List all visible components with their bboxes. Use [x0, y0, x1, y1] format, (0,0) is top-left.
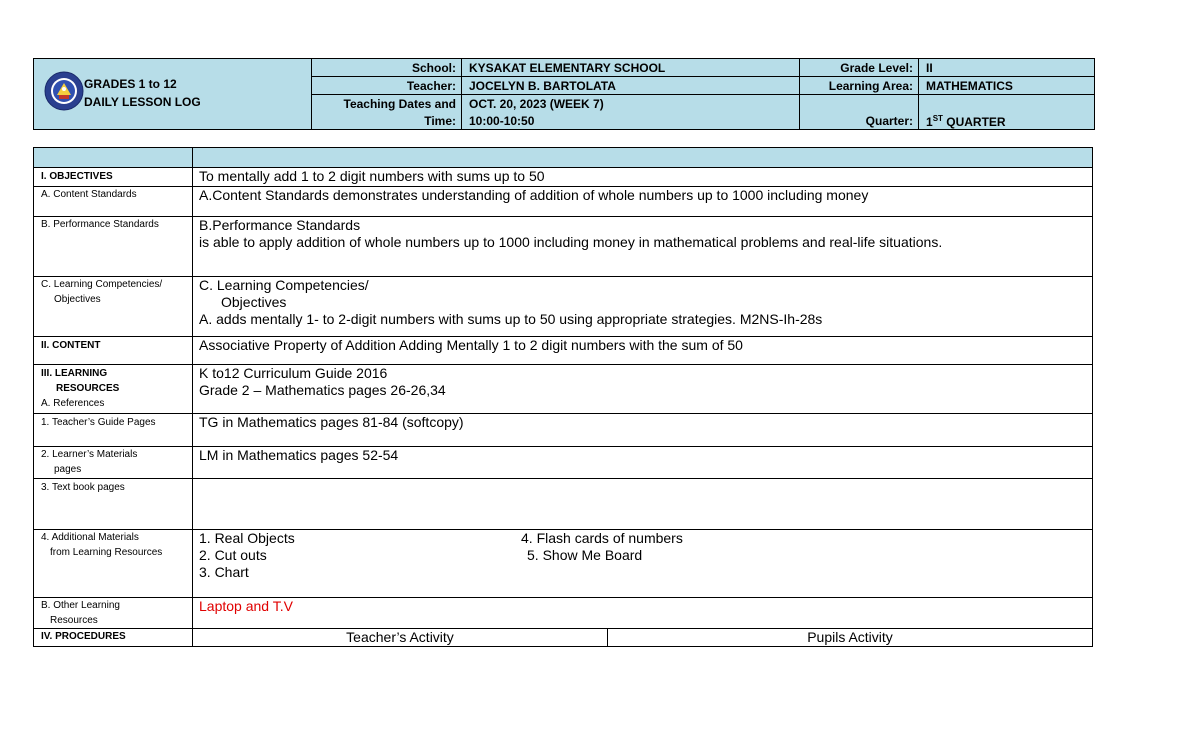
performance-standards-label: B. Performance Standards: [41, 219, 159, 230]
school-value: KYSAKAT ELEMENTARY SCHOOL: [469, 61, 666, 75]
header-title-block: [33, 58, 312, 130]
learners-materials-label-line2: pages: [54, 464, 82, 475]
deped-seal-logo: [44, 71, 84, 111]
content-label: II. CONTENT: [41, 340, 101, 351]
procedures-label: IV. PROCEDURES: [41, 631, 126, 642]
resources-label-line2: RESOURCES: [56, 383, 120, 394]
grade-label: Grade Level:: [840, 61, 913, 75]
resources-label-cell: [33, 365, 193, 414]
content-standards-text: A.Content Standards demonstrates understanding of addition of whole numbers up to 1000 including money: [199, 187, 869, 203]
teachers-guide-label: 1. Teacher’s Guide Pages: [41, 417, 156, 428]
pupils-activity-label: Pupils Activity: [807, 629, 893, 645]
objectives-text-cell: [193, 168, 1093, 187]
competencies-line3: A. adds mentally 1- to 2-digit numbers with sums up to 50 using appropriate strategies. M2NS-Ih-28s: [199, 311, 823, 327]
area-value-cell: [918, 76, 1095, 95]
pupils-activity-header: [608, 629, 1093, 647]
dates-value-cell: [461, 94, 800, 130]
learners-materials-text: LM in Mathematics pages 52-54: [199, 447, 399, 463]
list-item: 2. Cut outs: [199, 547, 267, 563]
additional-materials-label-line2: from Learning Resources: [50, 547, 163, 558]
content-standards-label: A. Content Standards: [41, 189, 137, 200]
teacher-label: Teacher:: [406, 79, 456, 93]
resources-line1: K to12 Curriculum Guide 2016: [199, 365, 388, 381]
quarter-superscript: ST: [932, 114, 943, 123]
list-item: 5. Show Me Board: [527, 547, 643, 563]
grade-value-cell: [918, 58, 1095, 77]
teachers-guide-text-cell: [193, 414, 1093, 447]
learners-materials-text-cell: [193, 447, 1093, 479]
list-item: 3. Chart: [199, 564, 249, 580]
resources-text-cell: [193, 365, 1093, 414]
performance-standards-text-cell: [193, 217, 1093, 277]
quarter-label: Quarter:: [865, 114, 913, 128]
competencies-line2: Objectives: [221, 294, 287, 310]
dates-label-line2: Time:: [424, 114, 456, 128]
teacher-value: JOCELYN B. BARTOLATA: [469, 79, 616, 93]
dates-value: OCT. 20, 2023 (WEEK 7): [469, 97, 604, 111]
teacher-activity-header: [193, 629, 608, 647]
textbook-label-cell: [33, 479, 193, 530]
teachers-guide-text: TG in Mathematics pages 81-84 (softcopy): [199, 414, 464, 430]
competencies-label-line2: Objectives: [54, 294, 101, 305]
teacher-value-cell: [461, 76, 800, 95]
performance-standards-line1: B.Performance Standards: [199, 217, 361, 233]
procedures-label-cell: [33, 629, 193, 647]
content-text-cell: [193, 337, 1093, 365]
performance-standards-line2: is able to apply addition of whole numbers up to 1000 including money in mathematical problems and real-life situations.: [199, 234, 943, 250]
list-item: 1. Real Objects: [199, 530, 295, 546]
competencies-label-cell: [33, 277, 193, 337]
table-header-left: [33, 147, 193, 168]
objectives-label-cell: [33, 168, 193, 187]
additional-materials-label-cell: [33, 530, 193, 598]
other-resources-text: Laptop and T.V: [199, 598, 293, 614]
other-resources-label-line1: B. Other Learning: [41, 600, 120, 611]
quarter-label-cell: [799, 94, 919, 130]
other-resources-text-cell: [193, 598, 1093, 629]
quarter-number: 1: [926, 115, 933, 129]
objectives-text: To mentally add 1 to 2 digit numbers with sums up to 50: [199, 168, 545, 184]
content-text: Associative Property of Addition Adding Mentally 1 to 2 digit numbers with the sum of 50: [199, 337, 743, 353]
textbook-label: 3. Text book pages: [41, 482, 125, 493]
other-resources-label-cell: [33, 598, 193, 629]
learners-materials-label-cell: [33, 447, 193, 479]
content-standards-label-cell: [33, 187, 193, 217]
teachers-guide-label-cell: [33, 414, 193, 447]
teacher-label-cell: [311, 76, 462, 95]
time-value: 10:00-10:50: [469, 114, 535, 128]
content-label-cell: [33, 337, 193, 365]
quarter-suffix: QUARTER: [942, 115, 1006, 129]
dates-label-line1: Teaching Dates and: [343, 97, 456, 111]
area-label-cell: [799, 76, 919, 95]
school-label-cell: [311, 58, 462, 77]
other-resources-label-line2: Resources: [50, 615, 98, 626]
area-value: MATHEMATICS: [926, 79, 1013, 93]
content-standards-text-cell: [193, 187, 1093, 217]
resources-line2: Grade 2 – Mathematics pages 26-26,34: [199, 382, 446, 398]
performance-standards-label-cell: [33, 217, 193, 277]
competencies-text-cell: [193, 277, 1093, 337]
quarter-value-cell: [918, 94, 1095, 130]
grade-label-cell: [799, 58, 919, 77]
competencies-label-line1: C. Learning Competencies/: [41, 279, 163, 290]
additional-materials-label-line1: 4. Additional Materials: [41, 532, 139, 543]
grade-value: II: [926, 61, 933, 75]
list-item: 4. Flash cards of numbers: [521, 530, 683, 546]
title-line-1: GRADES 1 to 12: [84, 77, 177, 91]
objectives-label: I. OBJECTIVES: [41, 171, 113, 182]
area-label: Learning Area:: [828, 79, 913, 93]
references-label: A. References: [41, 398, 105, 409]
title-line-2: DAILY LESSON LOG: [84, 95, 201, 109]
table-header-right: [192, 147, 1093, 168]
resources-label-line1: III. LEARNING: [41, 368, 108, 379]
teacher-activity-label: Teacher’s Activity: [346, 629, 454, 645]
textbook-text-cell: [193, 479, 1093, 530]
competencies-line1: C. Learning Competencies/: [199, 277, 369, 293]
school-label: School:: [412, 61, 456, 75]
learners-materials-label-line1: 2. Learner’s Materials: [41, 449, 138, 460]
school-value-cell: [461, 58, 800, 77]
dates-label-cell: [311, 94, 462, 130]
quarter-value: [926, 114, 1006, 129]
additional-materials-text-cell: [193, 530, 1093, 598]
